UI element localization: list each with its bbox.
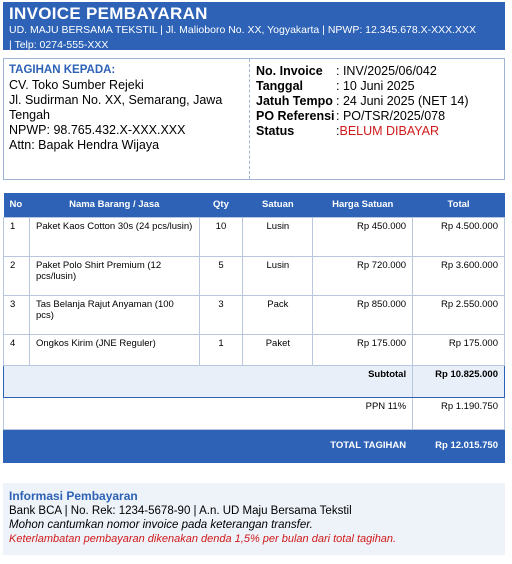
meta-row-status [256,124,504,139]
late-payment-warning: Keterlambatan pembayaran dikenakan denda 1,5% per bulan dari total tagihan. [9,533,397,545]
row-qty: 3 [199,295,243,334]
customer-name: CV. Toko Sumber Rejeki [9,78,144,92]
column-header-unit: Satuan [243,193,313,217]
subtotal-label: Subtotal [4,365,413,397]
row-unit: Lusin [243,256,313,295]
status-separator: : [336,124,340,138]
invoice-date-label: Tanggal [256,79,303,93]
due-date-label: Jatuh Tempo [256,94,333,108]
grand-total-label: TOTAL TAGIHAN [4,429,413,462]
row-item-name: Ongkos Kirim (JNE Reguler) [29,334,199,365]
meta-row-due [256,94,504,109]
row-total: Rp 4.500.000 [413,217,505,256]
tax-row [4,397,505,429]
company-info-line1: UD. MAJU BERSAMA TEKSTIL | Jl. Malioboro No. XX, Yogyakarta | NPWP: 12.345.678.X-XXX.XXX [9,24,477,36]
table-row [4,295,505,334]
column-header-name: Nama Barang / Jasa [29,193,199,217]
meta-row-date [256,79,504,94]
invoice-number-value: : INV/2025/06/042 [336,64,437,78]
row-item-name: Paket Kaos Cotton 30s (24 pcs/lusin) [29,217,199,256]
invoice-date-value: : 10 Juni 2025 [336,79,415,93]
company-info-line2: | Telp: 0274-555-XXX [9,39,109,51]
row-unit-price: Rp 720.000 [313,256,413,295]
row-unit: Pack [243,295,313,334]
invoice-number-label: No. Invoice [256,64,323,78]
table-row [4,334,505,365]
customer-npwp: NPWP: 98.765.432.X-XXX.XXX [9,123,186,137]
invoice-info-box [3,58,505,180]
row-unit: Paket [243,334,313,365]
subtotal-row [4,365,505,397]
row-qty: 1 [199,334,243,365]
po-reference-label: PO Referensi [256,109,335,123]
customer-attn: Attn: Bapak Hendra Wijaya [9,138,160,152]
invoice-title: INVOICE PEMBAYARAN [9,4,208,23]
row-no: 1 [4,217,30,256]
row-unit: Lusin [243,217,313,256]
row-item-name: Tas Belanja Rajut Anyaman (100 pcs) [29,295,199,334]
tax-value: Rp 1.190.750 [413,397,505,429]
row-total: Rp 175.000 [413,334,505,365]
meta-row-invoice [256,64,504,79]
bill-to-label: TAGIHAN KEPADA: [9,64,116,76]
bill-to-section [9,63,247,153]
column-header-qty: Qty [199,193,243,217]
po-reference-value: : PO/TSR/2025/078 [336,109,446,123]
row-qty: 5 [199,256,243,295]
transfer-note: Mohon cantumkan nomor invoice pada keterangan transfer. [9,519,313,531]
row-no: 3 [4,295,30,334]
invoice-header [3,2,505,50]
table-header-row [4,193,505,217]
bank-account-info: Bank BCA | No. Rek: 1234-5678-90 | A.n. UD Maju Bersama Tekstil [9,505,352,517]
row-unit-price: Rp 175.000 [313,334,413,365]
column-header-price: Harga Satuan [313,193,413,217]
invoice-meta [256,64,504,139]
row-qty: 10 [199,217,243,256]
row-total: Rp 3.600.000 [413,256,505,295]
payment-info-title: Informasi Pembayaran [9,489,138,503]
customer-address-line1: Jl. Sudirman No. XX, Semarang, Jawa [9,93,223,107]
table-row [4,217,505,256]
info-divider [249,59,250,179]
invoice-items-table [3,193,505,463]
status-label: Status [256,124,295,138]
subtotal-value: Rp 10.825.000 [413,365,505,397]
payment-info-section [3,483,505,555]
column-header-total: Total [413,193,505,217]
row-no: 2 [4,256,30,295]
meta-row-po [256,109,504,124]
row-unit-price: Rp 450.000 [313,217,413,256]
row-item-name: Paket Polo Shirt Premium (12 pcs/lusin) [29,256,199,295]
status-badge: BELUM DIBAYAR [339,124,440,138]
tax-label: PPN 11% [4,397,413,429]
due-date-value: : 24 Juni 2025 (NET 14) [336,94,469,108]
row-no: 4 [4,334,30,365]
table-row [4,256,505,295]
row-unit-price: Rp 850.000 [313,295,413,334]
row-total: Rp 2.550.000 [413,295,505,334]
column-header-no: No [4,193,30,217]
grand-total-value: Rp 12.015.750 [413,429,505,462]
grand-total-row [4,429,505,462]
customer-address-line2: Tengah [9,108,51,122]
